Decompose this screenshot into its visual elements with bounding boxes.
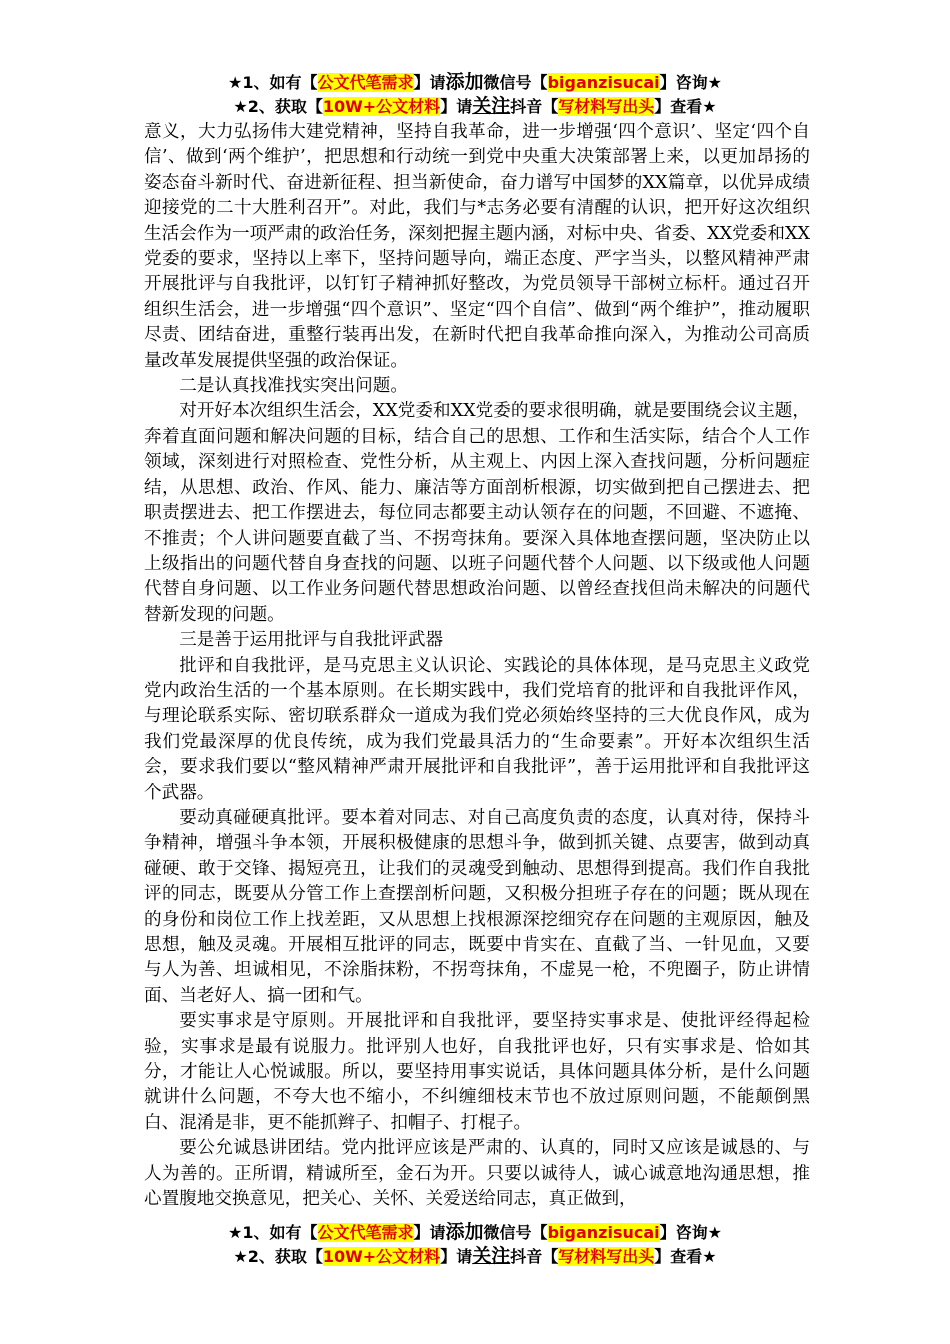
banner-text: 抖音【: [510, 97, 559, 116]
document-body: [144, 120, 810, 1212]
paragraph: 要动真碰硬真批评。要本着对同志、对自己高度负责的态度，认真对待，保持斗争精神，增强斗争本领，开展积极健康的思想斗争，做到抓关键、点要害，做到动真碰硬、敢于交锋、揭短亮丑，让我们的灵魂受到触动、思想得到提高。我们作自我批评的同志，既要从分管工作上查摆剖析问题，又积极分担班子存在的问题；既从现在的身份和岗位工作上找差距，又从思想上找根源深挖细究存在问题的主观原因，触及思想，触及灵魂。开展相互批评的同志，既要中肯实在、直截了当、一针见血，又要与人为善、坦诚相见，不涂脂抹粉，不拐弯抹角，不虚晃一枪，不兜圈子，防止讲情面、当老好人、搞一团和气。: [144, 807, 810, 1006]
banner-text: ★2、获取【: [233, 1247, 323, 1266]
banner-text: 抖音【: [510, 1247, 559, 1266]
banner-highlight: 写材料写出头: [558, 97, 655, 116]
section-heading: 三是善于运用批评与自我批评武器: [179, 630, 444, 651]
bottom-banner-line-1: [0, 1220, 950, 1245]
banner-highlight: biganzisucai: [547, 1223, 660, 1242]
top-banner-line-2: [0, 94, 950, 119]
banner-highlight: 公文代笔需求: [317, 1223, 414, 1242]
banner-highlight: 公文代笔需求: [317, 73, 414, 92]
banner-highlight: biganzisucai: [547, 73, 660, 92]
banner-highlight: 写材料写出头: [558, 1247, 655, 1266]
banner-emphasis: 关注: [472, 1245, 511, 1267]
banner-text: 】查看★: [654, 97, 717, 116]
banner-text: ★2、获取【: [233, 97, 323, 116]
banner-text: ★1、如有【: [228, 73, 318, 92]
banner-emphasis: 添加: [445, 1221, 484, 1243]
banner-text: ★1、如有【: [228, 1223, 318, 1242]
paragraph: 批评和自我批评，是马克思主义认识论、实践论的具体体现，是马克思主义政党党内政治生活的一个基本原则。在长期实践中，我们党培育的批评和自我批评作风，与理论联系实际、密切联系群众一道成为我们党必须始终坚持的三大优良作风，成为我们党最深厚的优良传统，成为我们党最具活力的“生命要素”。开好本次组织生活会，要求我们要以“整风精神严肃开展批评和自我批评”，善于运用批评和自我批评这个武器。: [144, 655, 810, 803]
section-heading: 二是认真找准找实突出问题。: [179, 376, 408, 397]
banner-emphasis: 关注: [472, 95, 511, 117]
banner-text: 】请: [413, 73, 446, 92]
banner-highlight: 10W+公文材料: [322, 1247, 441, 1266]
banner-text: 】请: [413, 1223, 446, 1242]
paragraph: 意义，大力弘扬伟大建党精神，坚持自我革命，进一步增强‘四个意识’、坚定‘四个自信’、做到‘两个维护’，把思想和行动统一到党中央重大决策部署上来，以更加昂扬的姿态奋斗新时代、奋进新征程、担当新使命，奋力谱写中国梦的XX篇章，以优异成绩迎接党的二十大胜利召开”。对此，我们与*志务必要有清醒的认识，把开好这次组织生活会作为一项严肃的政治任务，深刻把握主题内涵，对标中央、省委、XX党委和XX党委的要求，坚持以上率下，坚持问题导向，端正态度、严字当头，以整风精神严肃开展批评与自我批评，以钉钉子精神抓好整改，为党员领导干部树立标杆。通过召开组织生活会，进一步增强“四个意识”、坚定“四个自信”、做到“两个维护”，推动履职尽责、团结奋进，重整行装再出发，在新时代把自我革命推向深入，为推动公司高质量改革发展提供坚强的政治保证。: [144, 122, 810, 371]
banner-text: 】咨询★: [659, 73, 722, 92]
banner-highlight: 10W+公文材料: [322, 97, 441, 116]
banner-emphasis: 添加: [445, 71, 484, 93]
banner-text: 】咨询★: [659, 1223, 722, 1242]
banner-text: 】请: [440, 1247, 473, 1266]
banner-text: 】请: [440, 97, 473, 116]
paragraph: 对开好本次组织生活会，XX党委和XX党委的要求很明确，就是要围绕会议主题，奔着直面问题和解决问题的目标，结合自己的思想、工作和生活实际，结合个人工作领域，深刻进行对照检查、党性分析，从主观上、内因上深入查找问题，分析问题症结，从思想、政治、作风、能力、廉洁等方面剖析根源，切实做到把自己摆进去、把职责摆进去、把工作摆进去，每位同志都要主动认领存在的问题，不回避、不遮掩、不推责；个人讲问题要直截了当、不拐弯抹角。要深入具体地查摆问题，坚决防止以上级指出的问题代替自身查找的问题、以班子问题代替个人问题、以下级或他人问题代替自身问题、以工作业务问题代替思想政治问题、以曾经查找但尚未解决的问题代替新发现的问题。: [144, 401, 810, 625]
paragraph: 要实事求是守原则。开展批评和自我批评，要坚持实事求是、使批评经得起检验，实事求是最有说服力。批评别人也好，自我批评也好，只有实事求是、恰如其分，才能让人心悦诚服。所以，要坚持用事实说话，具体问题具体分析，是什么问题就讲什么问题，不夸大也不缩小，不纠缠细枝末节也不放过原则问题，不能颠倒黑白、混淆是非，更不能抓辫子、扣帽子、打棍子。: [144, 1011, 810, 1133]
top-banner-line-1: [0, 70, 950, 95]
banner-text: 微信号【: [483, 73, 548, 92]
banner-text: 微信号【: [483, 1223, 548, 1242]
bottom-banner-line-2: [0, 1244, 950, 1269]
banner-text: 】查看★: [654, 1247, 717, 1266]
paragraph: 要公允诚恳讲团结。党内批评应该是严肃的、认真的，同时又应该是诚恳的、与人为善的。正所谓，精诚所至，金石为开。只要以诚待人，诚心诚意地沟通思想，推心置腹地交换意见，把关心、关怀、关爱送给同志，真正做到，: [144, 1138, 810, 1210]
